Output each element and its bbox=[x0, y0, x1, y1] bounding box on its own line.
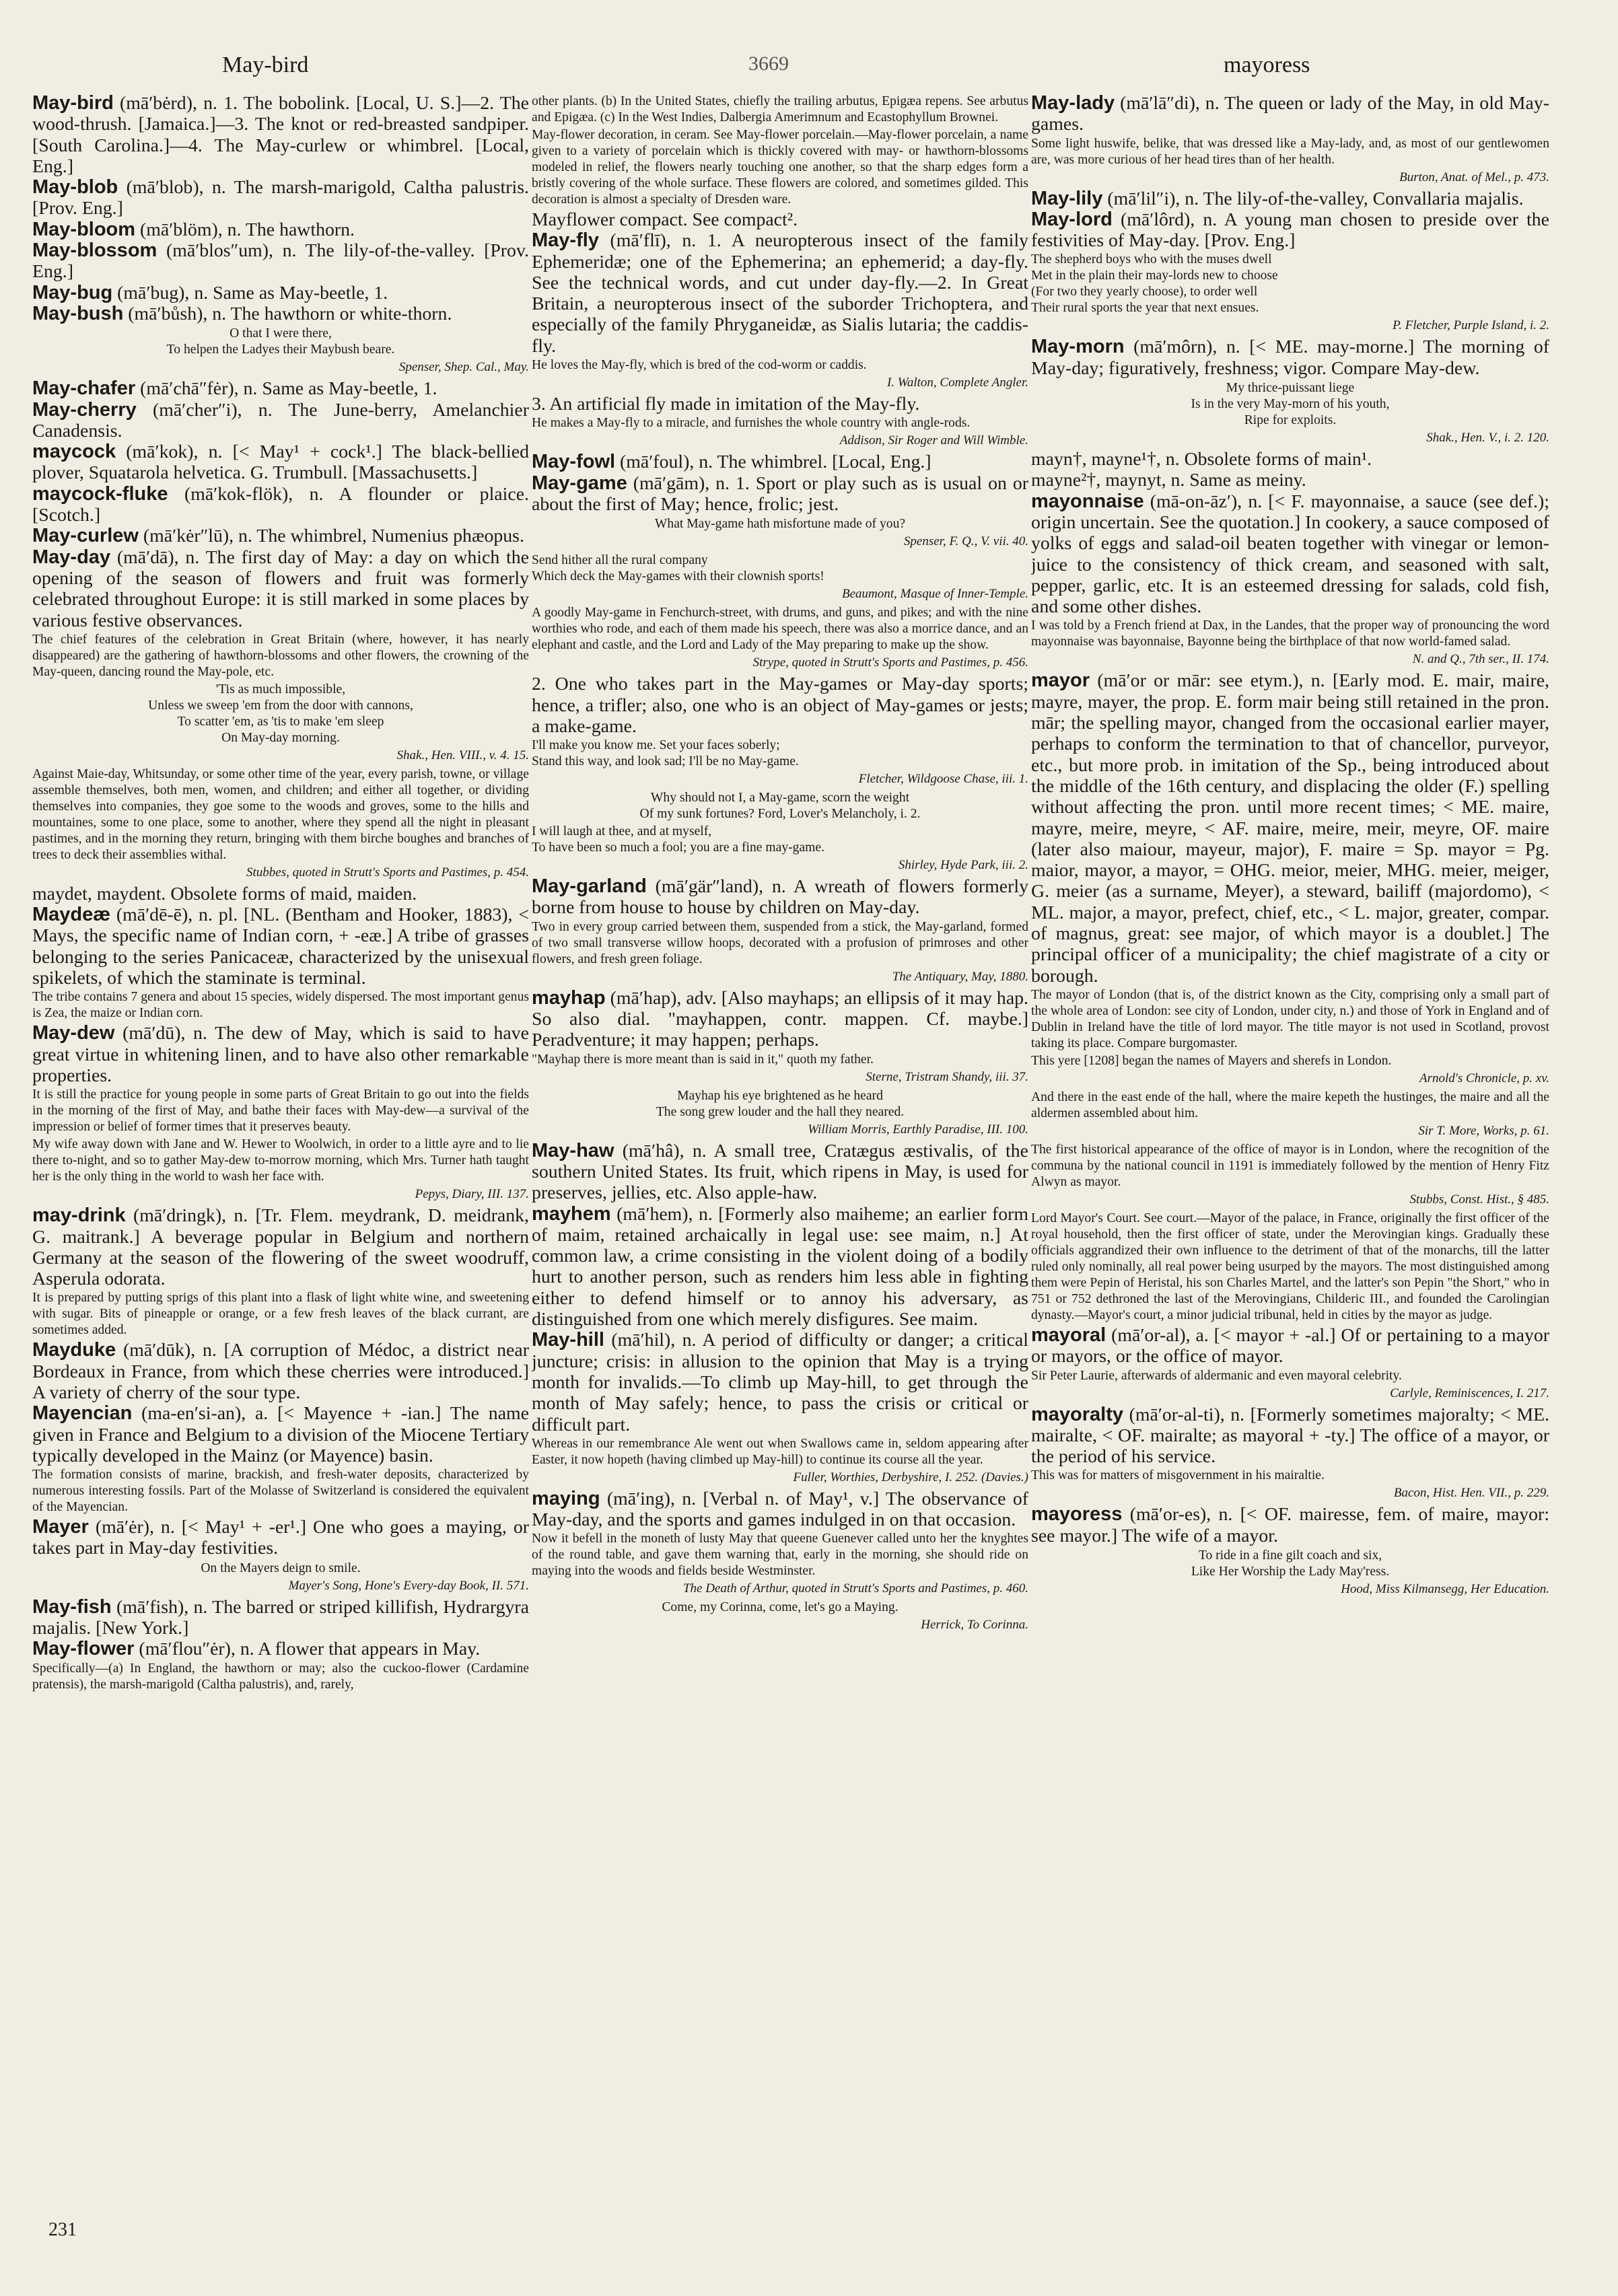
quotation: To ride in a fine gilt coach and six, Like Her Worship the Lady May'ress. bbox=[1191, 1548, 1390, 1579]
note-text: My wife away down with Jane and W. Hewer to Woolwich, in order to a little ayre and to lie there to-night, and so to gather May-dew to-morrow morning, which Mrs. Turner hath taught her is the only thing in the world to wash her face with. bbox=[32, 1137, 529, 1184]
dictionary-entry: mayonnaise (mā-on-āz′), n. [< F. mayonnaise, a sauce (see def.); origin uncertain. See the quotation.] In cookery, a sauce composed of yolks of eggs and salad-oil beaten together with vinegar or lemon-juice to the consistency of thick cream, and seasoned with salt, pepper, garlic, etc. It is an esteemed dressing for salads, cold fish, and some other dishes. bbox=[1031, 490, 1549, 618]
dictionary-entry: May-lily (mā′lil″i), n. The lily-of-the-valley, Convallaria majalis. bbox=[1031, 187, 1524, 209]
citation: Sir T. More, Works, p. 61. bbox=[1418, 1123, 1549, 1138]
dictionary-entry: maycock (mā′kok), n. [< May¹ + cock¹.] The black-bellied plover, Squatarola helvetica. G. Trumbull. [Massachusetts.] bbox=[32, 441, 529, 484]
citation: Spenser, Shep. Cal., May. bbox=[398, 360, 529, 375]
citation: N. and Q., 7th ser., II. 174. bbox=[1412, 652, 1549, 667]
dictionary-entry: May-bug (mā′bug), n. Same as May-beetle, 1. bbox=[32, 281, 388, 303]
dictionary-entry: May-hill (mā′hil), n. A period of difficulty or danger; a critical juncture; crisis: in allusion to the opinion that May is a trying month for invalids.—To climb up May-hill, to get through the month of May safely; hence, to pass the crisis or critical or difficult part. bbox=[532, 1329, 1028, 1435]
citation: Pepys, Diary, III. 137. bbox=[415, 1187, 529, 1202]
dictionary-entry: May-game (mā′gām), n. 1. Sport or play such as is usual on or about the first of May; hence, frolic; jest. bbox=[532, 472, 1028, 515]
dictionary-entry: mayoralty (mā′or-al-ti), n. [Formerly sometimes majoralty; < ME. mairalte, < OF. mairalte; as mayoral + -ty.] The office of a mayor, or the period of his service. bbox=[1031, 1403, 1549, 1468]
quotation: Come, my Corinna, come, let's go a Maying. bbox=[662, 1600, 899, 1615]
dictionary-entry: mayn†, mayne¹†, n. Obsolete forms of main¹. bbox=[1031, 449, 1372, 470]
citation: Sterne, Tristram Shandy, iii. 37. bbox=[866, 1069, 1028, 1084]
dictionary-entry: mayhap (mā′hap), adv. [Also mayhaps; an ellipsis of it may hap. So also dial. "mayhappen, contr. mappen. Cf. maybe.] Peradventure; it may happen; perhaps. bbox=[532, 986, 1028, 1051]
dictionary-entry: May-chafer (mā′chā″fėr), n. Same as May-beetle, 1. bbox=[32, 378, 437, 400]
note-text: He makes a May-fly to a miracle, and furnishes the whole country with angle-rods. bbox=[532, 416, 971, 431]
dictionary-entry: Maydeæ (mā′dē-ē), n. pl. [NL. (Bentham and Hooker, 1883), < Mays, the specific name of Indian corn, + -eæ.] A tribe of grasses belonging to the series Panicaceæ, characterized by the unisexual spikelets, of which the staminate is terminal. bbox=[32, 904, 529, 989]
dictionary-entry: maydet, maydent. Obsolete forms of maid, maiden. bbox=[32, 883, 417, 904]
dictionary-entry: mayoress (mā′or-es), n. [< OF. mairesse, fem. of maire, mayor: see mayor.] The wife of a mayor. bbox=[1031, 1503, 1549, 1546]
dictionary-entry: May-bloom (mā′blöm), n. The hawthorn. bbox=[32, 218, 355, 240]
column-left bbox=[32, 93, 529, 2280]
note-text: It is prepared by putting sprigs of this plant into a flask of light white wine, and sweetening with sugar. Bits of pineapple or orange, or a few fresh leaves of the black currant, are sometimes added. bbox=[32, 1291, 529, 1338]
note-text: Some light huswife, belike, that was dressed like a May-lady, and, as most of our gentlewomen are, was more curious of her head tires than of her health. bbox=[1031, 136, 1549, 167]
note-text: The tribe contains 7 genera and about 15 species, widely dispersed. The most important genus is Zea, the maize or Indian corn. bbox=[32, 990, 529, 1021]
dictionary-entry: Mayer (mā′ėr), n. [< May¹ + -er¹.] One who goes a maying, or takes part in May-day festivities. bbox=[32, 1516, 529, 1559]
dictionary-entry: May-bird (mā′bėrd), n. 1. The bobolink. [Local, U. S.]—2. The wood-thrush. [Jamaica.]—3. The knot or red-breasted sandpiper. [South Carolina.]—4. The May-curlew or whimbrel. [Local, Eng.] bbox=[32, 93, 529, 177]
dictionary-entry: maying (mā′ing), n. [Verbal n. of May¹, v.] The observance of May-day, and the sports and games indulged in on that occasion. bbox=[532, 1487, 1028, 1531]
quotation: What May-game hath misfortune made of you? bbox=[654, 517, 906, 532]
signature-mark: 231 bbox=[48, 2219, 77, 2240]
citation: Stubbes, quoted in Strutt's Sports and Pastimes, p. 454. bbox=[246, 865, 529, 880]
dictionary-entry: May-fowl (mā′foul), n. The whimbrel. [Local, Eng.] bbox=[532, 451, 931, 473]
dictionary-entry: May-lord (mā′lôrd), n. A young man chosen to preside over the festivities of May-day. [Prov. Eng.] bbox=[1031, 208, 1549, 252]
dictionary-entry: May-bush (mā′bůsh), n. The hawthorn or white-thorn. bbox=[32, 302, 452, 324]
citation: Shirley, Hyde Park, iii. 2. bbox=[898, 858, 1028, 873]
dictionary-entry: May-fly (mā′flī), n. 1. A neuropterous insect of the family Ephemeridæ; one of the Ephemerina; an ephemerid; a day-fly. See the technical words, and cut under day-fly.—2. In Great Britain, a neuropterous insect of the suborder Trichoptera, and especially of the family Phryganeidæ, as Sialis lutaria; the caddis-fly. bbox=[532, 229, 1028, 357]
dictionary-entry: Mayencian (ma-en′si-an), a. [< Mayence + -ian.] The name given in France and Belgium to a division of the Miocene Tertiary typically developed in the Mainz (or Mayence) basin. bbox=[32, 1402, 529, 1466]
citation: Spenser, F. Q., V. vii. 40. bbox=[903, 534, 1028, 549]
citation: Hood, Miss Kilmansegg, Her Education. bbox=[1341, 1581, 1549, 1596]
dictionary-entry: May-morn (mā′môrn), n. [< ME. may-morne.] The morning of May-day; figuratively, freshness; vigor. Compare May-dew. bbox=[1031, 336, 1549, 379]
citation: P. Fletcher, Purple Island, i. 2. bbox=[1393, 318, 1549, 333]
note-text: I'll make you know me. Set your faces soberly; Stand this way, and look sad; I'll be no May-game. bbox=[532, 738, 799, 769]
citation: Strype, quoted in Strutt's Sports and Pastimes, p. 456. bbox=[752, 655, 1028, 670]
citation: Shak., Hen. VIII., v. 4. 15. bbox=[396, 748, 529, 762]
note-text: Send hither all the rural company Which deck the May-games with their clownish sports! bbox=[532, 553, 824, 584]
note-text: I was told by a French friend at Dax, in the Landes, that the proper way of pronouncing the word mayonnaise was bayonnaise, Bayonne being the birthplace of that now world-famed salad. bbox=[1031, 618, 1549, 649]
dictionary-entry: Mayflower compact. See compact². bbox=[532, 209, 798, 230]
dictionary-entry: May-day (mā′dā), n. The first day of May: a day on which the opening of the season of flowers and fruit was formerly celebrated throughout Europe: it is still marked in some places by various festive observances. bbox=[32, 546, 529, 631]
column-right bbox=[1031, 93, 1549, 2280]
citation: Addison, Sir Roger and Will Wimble. bbox=[839, 433, 1028, 448]
note-text: And there in the east ende of the hall, where the maire kepeth the hustinges, the maire and all the aldermen assembled about him. bbox=[1031, 1089, 1549, 1120]
dictionary-entry: May-lady (mā′lā″di), n. The queen or lady of the May, in old May-games. bbox=[1031, 93, 1549, 135]
note-text: This was for matters of misgovernment in his mairaltie. bbox=[1031, 1468, 1325, 1483]
dictionary-entry: may-drink (mā′dringk), n. [Tr. Flem. meydrank, D. meidrank, G. maitrank.] A beverage popular in Belgium and northern Germany at the season of the flowering of the sweet woodruff, Asperula odorata. bbox=[32, 1205, 529, 1290]
citation: Bacon, Hist. Hen. VII., p. 229. bbox=[1393, 1486, 1549, 1501]
dictionary-entry: May-haw (mā′hâ), n. A small tree, Cratægus æstivalis, of the southern United States. Its fruit, which ripens in May, is used for preserves, jellies, etc. Also apple-haw. bbox=[532, 1139, 1028, 1204]
note-text: The shepherd boys who with the muses dwell Met in the plain their may-lords new to choose (For two they yearly choose), to order well Their rural sports the year that next ensues. bbox=[1031, 252, 1278, 316]
citation: Carlyle, Reminiscences, I. 217. bbox=[1390, 1386, 1549, 1400]
note-text: The formation consists of marine, brackish, and fresh-water deposits, characterized by numerous interesting fossils. Part of the Molasse of Switzerland is considered the equivalent of the Mayencian. bbox=[32, 1468, 529, 1515]
dictionary-entry: maycock-fluke (mā′kok-flök), n. A flounder or plaice. [Scotch.] bbox=[32, 482, 529, 526]
note-text: Sir Peter Laurie, afterwards of aldermanic and even mayoral celebrity. bbox=[1031, 1368, 1402, 1383]
citation: Fuller, Worthies, Derbyshire, I. 252. (Davies.) bbox=[793, 1470, 1028, 1484]
citation: Burton, Anat. of Mel., p. 473. bbox=[1399, 170, 1549, 184]
dictionary-entry: May-garland (mā′gär″land), n. A wreath of flowers formerly borne from house to house by children on May-day. bbox=[532, 875, 1028, 919]
dictionary-entry: mayhem (mā′hem), n. [Formerly also maiheme; an earlier form of maim, retained archaically in legal use: see maim, n.] At common law, a crime consisting in the violent doing of a bodily hurt to another person, such as renders him less able in fighting either to defend himself or to annoy his adversary, as distinguished from one which merely disfigures. See maim. bbox=[532, 1203, 1028, 1330]
citation: The Antiquary, May, 1880. bbox=[892, 969, 1028, 984]
note-text: The mayor of London (that is, of the district known as the City, comprising only a small part of the whole area of London: see city of London, under city, n.) and those of York in England and of Dublin in Ireland have the title of lord mayor. The title mayor is not used in Scotland, provost taking its place. Compare burgomaster. bbox=[1031, 987, 1549, 1050]
note-text: Lord Mayor's Court. See court.—Mayor of the palace, in France, originally the first officer of the royal household, then the first officer of state, under the Merovingian kings. Gradually these officials aggrandized their own influence to the detriment of that of the monarchs, till the latter ruled only nominally, all real power being usurped by the mayors. The most distinguished among them were Pepin of Heristal, his son Charles Martel, and the latter's son Pepin "the Short," who in 751 or 752 dethroned the last of the Merovingians, Childeric III., and founded the Carolingian dynasty.—Mayor's court, a minor judicial tribunal, held in cities by the mayor as judge. bbox=[1031, 1211, 1549, 1322]
citation: Stubbs, Const. Hist., § 485. bbox=[1409, 1192, 1549, 1207]
page-number: 3669 bbox=[748, 52, 789, 75]
quotation: Why should not I, a May-game, scorn the weight Of my sunk fortunes? Ford, Lover's Melancholy, i. 2. bbox=[639, 791, 921, 822]
note-text: Specifically—(a) In England, the hawthorn or may; also the cuckoo-flower (Cardamine pratensis), the marsh-marigold (Caltha palustris), and, rarely, bbox=[32, 1661, 529, 1692]
citation: Herrick, To Corinna. bbox=[921, 1618, 1028, 1633]
citation: Shak., Hen. V., i. 2. 120. bbox=[1426, 431, 1549, 445]
dictionary-entry: May-blob (mā′blob), n. The marsh-marigold, Caltha palustris. [Prov. Eng.] bbox=[32, 176, 529, 219]
dictionary-entry: May-flower (mā′flou″ėr), n. A flower that appears in May. bbox=[32, 1638, 481, 1660]
dictionary-entry: May-dew (mā′dū), n. The dew of May, which is said to have great virtue in whitening linen, and to have also other remarkable properties. bbox=[32, 1022, 529, 1086]
citation: William Morris, Earthly Paradise, III. 100. bbox=[808, 1122, 1028, 1137]
note-text: He loves the May-fly, which is bred of the cod-worm or caddis. bbox=[532, 358, 867, 373]
note-text: It is still the practice for young people in some parts of Great Britain to go out into the fields in the morning of the first of May, and bathe their faces with May-dew—a survival of the impression or belief of former times that it preserves beauty. bbox=[32, 1087, 529, 1135]
dictionary-entry: Mayduke (mā′dūk), n. [A corruption of Médoc, a district near Bordeaux in France, from which these cherries were introduced.] A variety of cherry of the sour type. bbox=[32, 1339, 529, 1403]
dictionary-entry: May-cherry (mā′cher″i), n. The June-berry, Amelanchier Canadensis. bbox=[32, 398, 529, 441]
citation: Mayer's Song, Hone's Every-day Book, II. 571. bbox=[288, 1578, 529, 1593]
note-text: A goodly May-game in Fenchurch-street, with drums, and guns, and pikes; and with the nine worthies who rode, and each of them made his speech, there was also a morrice dance, and an elephant and castle, and the Lord and Lady of the May preparing to make up the show. bbox=[532, 606, 1028, 653]
dictionary-entry: mayoral (mā′or-al), a. [< mayor + -al.] Of or pertaining to a mayor or mayors, or the office of mayor. bbox=[1031, 1324, 1549, 1367]
note-text: The first historical appearance of the office of mayor is in London, where the recognition of the communa by the national council in 1191 is immediately followed by the mention of Henry Fitz Alwyn as mayor. bbox=[1031, 1142, 1549, 1189]
quotation: My thrice-puissant liege Is in the very May-morn of his youth, Ripe for exploits. bbox=[1191, 381, 1390, 428]
note-text: May-flower decoration, in ceram. See May-flower porcelain.—May-flower porcelain, a name given to a variety of porcelain which is thickly covered with may- or hawthorn-blossoms modeled in relief, the flowers nearly touching one another, so that the sharp edges form a bristly covering of the whole surface. These flowers are colored, and sometimes gilded. This decoration is almost a specialty of Dresden ware. bbox=[532, 128, 1028, 207]
dictionary-entry: 3. An artificial fly made in imitation of the May-fly. bbox=[532, 394, 920, 415]
dictionary-entry: May-blossom (mā′blos″um), n. The lily-of-the-valley. [Prov. Eng.] bbox=[32, 240, 529, 283]
citation: I. Walton, Complete Angler. bbox=[886, 375, 1028, 390]
running-head-right: mayoress bbox=[1224, 52, 1310, 77]
note-text: The chief features of the celebration in Great Britain (where, however, it has nearly disappeared) are the gathering of hawthorn-blossoms and other flowers, the crowning of the May-queen, dancing round the May-pole, etc. bbox=[32, 632, 529, 679]
note-text: I will laugh at thee, and at myself, To have been so much a fool; you are a fine may-game. bbox=[532, 824, 824, 855]
note-text: This yere [1208] began the names of Mayers and sherefs in London. bbox=[1031, 1053, 1392, 1068]
citation: Arnold's Chronicle, p. xv. bbox=[1419, 1071, 1549, 1085]
running-head-left: May-bird bbox=[222, 52, 309, 77]
note-text: Against Maie-day, Whitsunday, or some other time of the year, every parish, towne, or village assemble themselves, both men, women, and children; and either all together, or dividing themselves into companies, they goe some to the woods and groves, some to the hills and mountaines, some to one place, some to another, where they spend all the night in pleasant pastimes, and in the morning they return, bringing with them birche boughes and branches of trees to deck their assemblies withal. bbox=[32, 766, 529, 862]
citation: Beaumont, Masque of Inner-Temple. bbox=[841, 587, 1028, 602]
quotation: Mayhap his eye brightened as he heard The song grew louder and the hall they neared. bbox=[656, 1088, 905, 1119]
citation: Fletcher, Wildgoose Chase, iii. 1. bbox=[858, 772, 1028, 787]
column-middle bbox=[532, 93, 1028, 2280]
note-text: Two in every group carried between them, suspended from a stick, the May-garland, formed of two small transverse willow hoops, decorated with a profusion of primroses and other flowers, and fresh green foliage. bbox=[532, 919, 1028, 966]
dictionary-entry: mayne²†, maynyt, n. Same as meiny. bbox=[1031, 470, 1306, 491]
note-text: "Mayhap there is more meant than is said in it," quoth my father. bbox=[532, 1052, 874, 1067]
quotation: 'Tis as much impossible, Unless we sweep 'em from the door with cannons, To scatter 'em, as 'tis to make 'em sleep On May-day morning. bbox=[148, 682, 413, 745]
dictionary-entry: 2. One who takes part in the May-games or May-day sports; hence, a trifler; also, one who is an object of May-games or jests; a make-game. bbox=[532, 674, 1028, 737]
note-text: other plants. (b) In the United States, chiefly the trailing arbutus, Epigæa repens. See arbutus and Epigæa. (c) In the West Indies, Dalbergia Amerimnum and Ecastophyllum Brownei. bbox=[532, 94, 1028, 124]
dictionary-entry: mayor (mā′or or mār: see etym.), n. [Early mod. E. mair, maire, mayre, mayer, the prop. E. form mair being still retained in the pron. mār; the spelling mayor, changed from the occasional earlier mayer, perhaps to conform the termination to that of chancellor, purveyor, etc., but more prob. in imitation of the Sp., being introduced about the middle of the 16th century, and displacing the older (F.) spelling without affecting the pron. until more recent times; < ME. maire, mayre, meire, meyre, < AF. maire, meire, meir, meyre, OF. maire (later also maiour, mayeur, major), F. maire = Sp. mayor = Pg. maior, mayor, a mayor, = OHG. meior, meier, MHG. meier, meiger, G. meier (as a surname, Meyer), a steward, bailiff (majordomo), < ML. major, a mayor, prefect, chief, etc., < L. major, greater, compar. of magnus, great: see major, of which mayor is a doublet.] The principal officer of a municipality; the chief magistrate of a city or borough. bbox=[1031, 670, 1549, 986]
citation: The Death of Arthur, quoted in Strutt's Sports and Pastimes, p. 460. bbox=[682, 1581, 1028, 1596]
dictionary-entry: May-curlew (mā′kėr″lū), n. The whimbrel, Numenius phæopus. bbox=[32, 525, 524, 547]
dictionary-entry: May-fish (mā′fish), n. The barred or striped killifish, Hydrargyra majalis. [New York.] bbox=[32, 1595, 529, 1639]
note-text: Whereas in our remembrance Ale went out when Swallows came in, seldom appearing after Easter, it now hopeth (having climbed up May-hill) to continue its course all the year. bbox=[532, 1436, 1028, 1467]
note-text: Now it befell in the moneth of lusty May that queene Guenever called unto her the knyghtes of the round table, and gave them warning that, early in the morning, she should ride on maying into the woods and fields beside Westminster. bbox=[532, 1532, 1028, 1579]
quotation: O that I were there, To helpen the Ladyes their Maybush beare. bbox=[166, 326, 395, 357]
quotation: On the Mayers deign to smile. bbox=[201, 1560, 361, 1575]
